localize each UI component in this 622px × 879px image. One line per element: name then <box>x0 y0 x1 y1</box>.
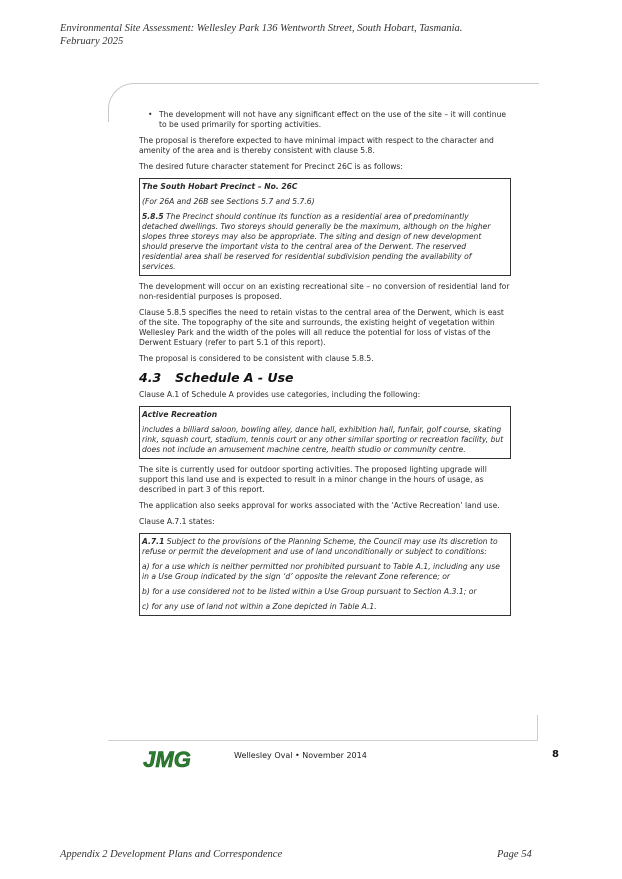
section-title: Schedule A - Use <box>175 370 294 385</box>
paragraph-current-use: The site is currently used for outdoor sporting activities. The proposed lighting upgrade will support this land use and is expected to result in a minor change in the hours of usage, as described in part 3 of this report. <box>139 465 487 494</box>
paragraph-consistent: The proposal is considered to be consistent with clause 5.8.5. <box>139 354 374 363</box>
clause-ref: 5.8.5 <box>142 212 164 221</box>
page-footer <box>134 748 564 772</box>
active-recreation-text: includes a billiard saloon, bowling alley, dance hall, exhibition hall, funfair, golf course, skating rink, squash court, stadium, tennis court or any other similar sporting or recreation facility, but does not include an amusement machine centre, health studio or community centre. <box>142 425 504 454</box>
precinct-quote-box <box>139 178 511 276</box>
document-body <box>139 110 511 622</box>
appendix-label: Appendix 2 Development Plans and Correspondence <box>60 849 283 860</box>
active-recreation-heading: Active Recreation <box>142 410 218 419</box>
footer-text: Wellesley Oval • November 2014 <box>234 751 367 760</box>
paragraph-desired-character: The desired future character statement for Precinct 26C is as follows: <box>139 162 403 171</box>
section-number: 4.3 <box>139 370 162 385</box>
active-recreation-box <box>139 406 511 459</box>
paragraph-minimal-impact: The proposal is therefore expected to have minimal impact with respect to the character and amenity of the area and is thereby consistent with clause 5.8. <box>139 136 494 155</box>
logo-text: JMG <box>143 748 191 770</box>
page-number: 8 <box>552 749 559 760</box>
clause-text: The Precinct should continue its function as a residential area of predominantly detached dwellings. Two storeys should generally be the maximum, although on the higher slopes three storeys may also be appropriate. The siting and design of new development should preserve the important vista to the central area of the Derwent. The reserved residential area shall be reserved for residential subdivision pending the availability of services. <box>142 212 491 271</box>
clause-a71-item-a: a) for a use which is neither permitted nor prohibited pursuant to Table A.1, including any use in a Use Group indicated by the sign ‘d’ opposite the relevant Zone reference; or <box>142 562 500 581</box>
precinct-heading: The South Hobart Precinct – No. 26C <box>142 182 298 191</box>
appendix-page-number: Page 54 <box>497 849 532 860</box>
paragraph-approval: The application also seeks approval for works associated with the ‘Active Recreation’ land use. <box>139 501 500 510</box>
precinct-clause <box>142 212 506 272</box>
bullet-text: The development will not have any significant effect on the use of the site – it will continue to be used primarily for sporting activities. <box>159 110 507 129</box>
page-frame-bottom-rule <box>108 740 538 741</box>
clause-a71-intro <box>142 537 506 557</box>
precinct-note: (For 26A and 26B see Sections 5.7 and 5.7.6) <box>142 197 315 206</box>
clause-a71-ref: A.7.1 <box>142 537 165 546</box>
running-header <box>60 22 462 48</box>
paragraph-clause-states: Clause A.7.1 states: <box>139 517 215 526</box>
running-header-line-2: February 2025 <box>60 36 124 47</box>
paragraph-use-categories: Clause A.1 of Schedule A provides use categories, including the following: <box>139 390 421 399</box>
clause-a71-intro-text: Subject to the provisions of the Planning Scheme, the Council may use its discretion to refuse or permit the development and use of land unconditionally or subject to conditions: <box>142 537 498 556</box>
jmg-logo <box>134 748 200 770</box>
section-heading <box>139 370 511 385</box>
running-header-line-1: Environmental Site Assessment: Wellesley Park 136 Wentworth Street, South Hobart, Tasmania. <box>60 23 463 34</box>
clause-a71-box <box>139 533 511 616</box>
page-frame-right-edge <box>537 715 538 740</box>
bullet-item <box>139 110 511 130</box>
clause-a71-item-b: b) for a use considered not to be listed within a Use Group pursuant to Section A.3.1; or <box>142 587 477 596</box>
paragraph-existing-site: The development will occur on an existing recreational site – no conversion of residential land for non-residential purposes is proposed. <box>139 282 510 301</box>
clause-a71-item-c: c) for any use of land not within a Zone depicted in Table A.1. <box>142 602 377 611</box>
bullet-icon: • <box>148 110 153 119</box>
paragraph-vistas: Clause 5.8.5 specifies the need to retain vistas to the central area of the Derwent, which is east of the site. The topography of the site and surrounds, the existing height of vegetation within Wellesley Park and the width of the poles will all reduce the potential for loss of vistas of the Derwent Estuary (refer to part 5.1 of this report). <box>139 308 504 347</box>
